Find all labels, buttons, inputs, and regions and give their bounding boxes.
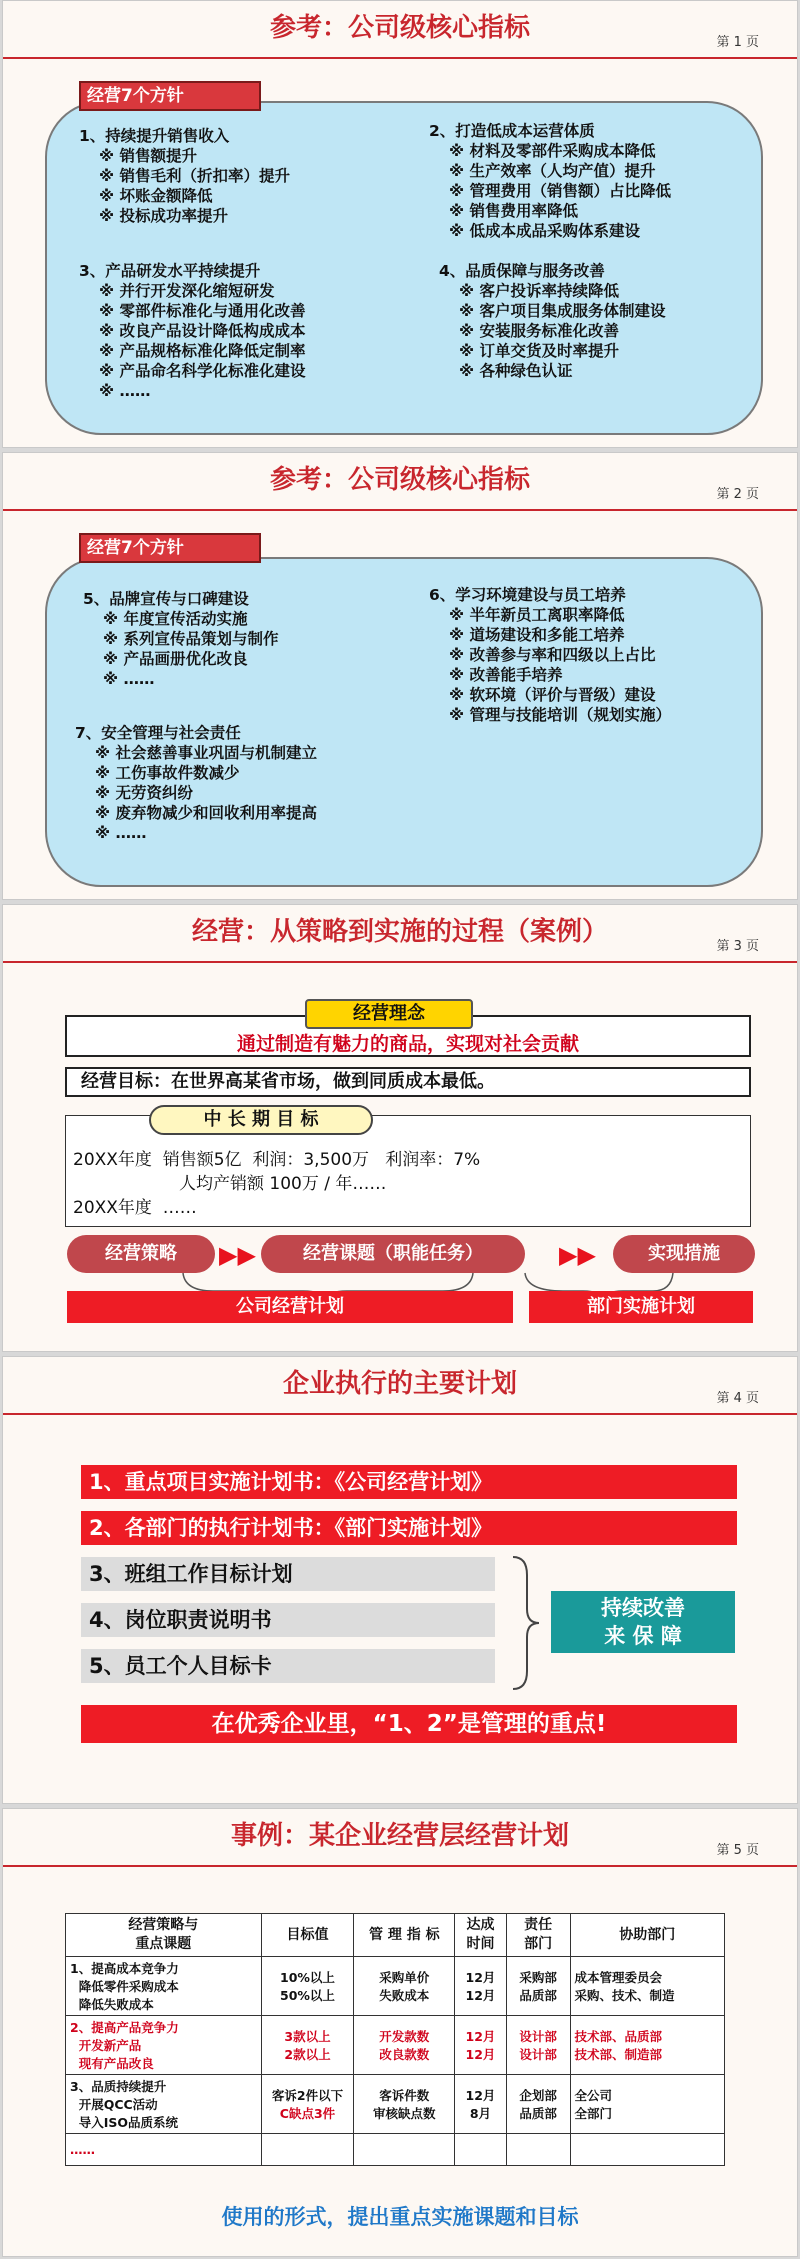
slide-5 — [2, 1808, 798, 2257]
policy-group-3: 3、产品研发水平持续提升 ※ 并行开发深化缩短研发 ※ 零部件标准化与通用化改善 ※ 改良产品设计降低构成成本 ※ 产品规格标准化降低定制率 ※ 产品命名科学化标准化建设 ※ …… — [79, 262, 306, 400]
page-number: 第 1 页 — [716, 35, 759, 50]
policy-group-6: 6、学习环境建设与员工培养 ※ 半年新员工离职率降低 ※ 道场建设和多能工培养 ※ 改善参与率和四级以上占比 ※ 改善能手培养 ※ 软环境（评价与晋级）建设 ※ 管理与技能培训（规划实施） — [429, 586, 671, 724]
plan-item-4: 4、岗位职责说明书 — [81, 1603, 495, 1637]
table-row: …… — [66, 2134, 725, 2166]
policy-group-2: 2、打造低成本运营体质 ※ 材料及零部件采购成本降低 ※ 生产效率（人均产值）提升 ※ 管理费用（销售额）占比降低 ※ 销售费用率降低 ※ 低成本成品采购体系建设 — [429, 122, 671, 240]
flow-arrow-1: ▶▶ — [219, 1241, 256, 1269]
slide-title: 事例：某企业经营层经营计划 — [230, 1821, 569, 1851]
midterm-line-2: 人均产销额 100万 / 年…… — [179, 1174, 387, 1194]
plan-table — [65, 1913, 725, 2166]
col-header: 责任 部门 — [506, 1914, 570, 1957]
title-divider — [3, 1865, 797, 1867]
plan-item-2: 2、各部门的执行计划书：《部门实施计划》 — [81, 1511, 737, 1545]
page-number: 第 2 页 — [716, 487, 759, 502]
title-divider — [3, 509, 797, 511]
right-brace — [509, 1553, 549, 1693]
policy-group-4: 4、品质保障与服务改善 ※ 客户投诉率持续降低 ※ 客户项目集成服务体制建设 ※ 安装服务标准化改善 ※ 订单交货及时率提升 ※ 各种绿色认证 — [439, 262, 666, 380]
policy-tag: 经营7个方针 — [79, 81, 261, 111]
col-header: 达成 时间 — [455, 1914, 506, 1957]
dept-plan-banner: 部门实施计划 — [529, 1291, 753, 1323]
philosophy-text: 通过制造有魅力的商品，实现对社会贡献 — [236, 1033, 579, 1055]
flow-step-strategy: 经营策略 — [67, 1235, 215, 1273]
col-header: 目标值 — [261, 1914, 354, 1957]
page-number: 第 5 页 — [716, 1843, 759, 1858]
slide-1 — [2, 0, 798, 448]
page-number: 第 3 页 — [716, 939, 759, 954]
slide-title: 企业执行的主要计划 — [282, 1369, 517, 1399]
policy-group-1: 1、持续提升销售收入 ※ 销售额提升 ※ 销售毛利（折扣率）提升 ※ 坏账金额降低 ※ 投标成功率提升 — [79, 127, 290, 225]
midterm-line-1: 20XX年度 销售额5亿 利润：3,500万 利润率：7% — [73, 1150, 481, 1170]
slide-title: 参考：公司级核心指标 — [269, 13, 530, 43]
flow-arrow-2: ▶▶ — [559, 1241, 596, 1269]
policy-group-5: 5、品牌宣传与口碑建设 ※ 年度宣传活动实施 ※ 系列宣传品策划与制作 ※ 产品画册优化改良 ※ …… — [83, 590, 279, 688]
goal-box: 经营目标：在世界高某省市场，做到同质成本最低。 — [65, 1067, 751, 1097]
philosophy-label: 经营理念 — [305, 999, 473, 1029]
title-divider — [3, 961, 797, 963]
teal-callout: 持续改善 来 保 障 — [551, 1591, 735, 1653]
slide-footer: 使用的形式，提出重点实施课题和目标 — [221, 2205, 579, 2229]
slide-4 — [2, 1356, 798, 1804]
policy-group-7: 7、安全管理与社会责任 ※ 社会慈善事业巩固与机制建立 ※ 工伤事故件数减少 ※ 无劳资纠纷 ※ 废弃物减少和回收利用率提高 ※ …… — [75, 724, 317, 842]
bottom-banner: 在优秀企业里，“1、2”是管理的重点! — [81, 1705, 737, 1743]
col-header: 管 理 指 标 — [354, 1914, 455, 1957]
title-divider — [3, 1413, 797, 1415]
plan-item-1: 1、重点项目实施计划书：《公司经营计划》 — [81, 1465, 737, 1499]
title-divider — [3, 57, 797, 59]
page-number: 第 4 页 — [716, 1391, 759, 1406]
slide-3 — [2, 904, 798, 1352]
policy-tag: 经营7个方针 — [79, 533, 261, 563]
col-header: 协助部门 — [570, 1914, 724, 1957]
plan-item-3: 3、班组工作目标计划 — [81, 1557, 495, 1591]
flow-step-task: 经营课题（职能任务） — [261, 1235, 525, 1273]
slide-title: 参考：公司级核心指标 — [269, 465, 530, 495]
table-row: 1、提高成本竞争力 降低零件采购成本 降低失败成本 10%以上 50%以上 采购单价 失败成本 12月 12月 采购部 品质部 成本管理委员会 采购、技术、制造 — [66, 1957, 725, 2016]
table-header-row — [66, 1914, 725, 1957]
midterm-label: 中 长 期 目 标 — [149, 1105, 373, 1135]
slide-2 — [2, 452, 798, 900]
col-header: 经营策略与 重点课题 — [66, 1914, 262, 1957]
table-row: 2、提高产品竞争力 开发新产品 现有产品改良 3款以上 2款以上 开发款数 改良款数 12月 12月 设计部 设计部 技术部、品质部 技术部、制造部 — [66, 2016, 725, 2075]
plan-item-5: 5、员工个人目标卡 — [81, 1649, 495, 1683]
slide-title: 经营：从策略到实施的过程（案例） — [191, 917, 608, 947]
company-plan-banner: 公司经营计划 — [67, 1291, 513, 1323]
midterm-line-3: 20XX年度 …… — [73, 1198, 197, 1218]
flow-step-measure: 实现措施 — [613, 1235, 755, 1273]
table-row: 3、品质持续提升 开展QCC活动 导入ISO品质系统 客诉2件以下 C缺点3件 客诉件数 审核缺点数 12月 8月 企划部 品质部 全公司 全部门 — [66, 2075, 725, 2134]
target-value: 客诉2件以下 C缺点3件 — [271, 2088, 344, 2121]
